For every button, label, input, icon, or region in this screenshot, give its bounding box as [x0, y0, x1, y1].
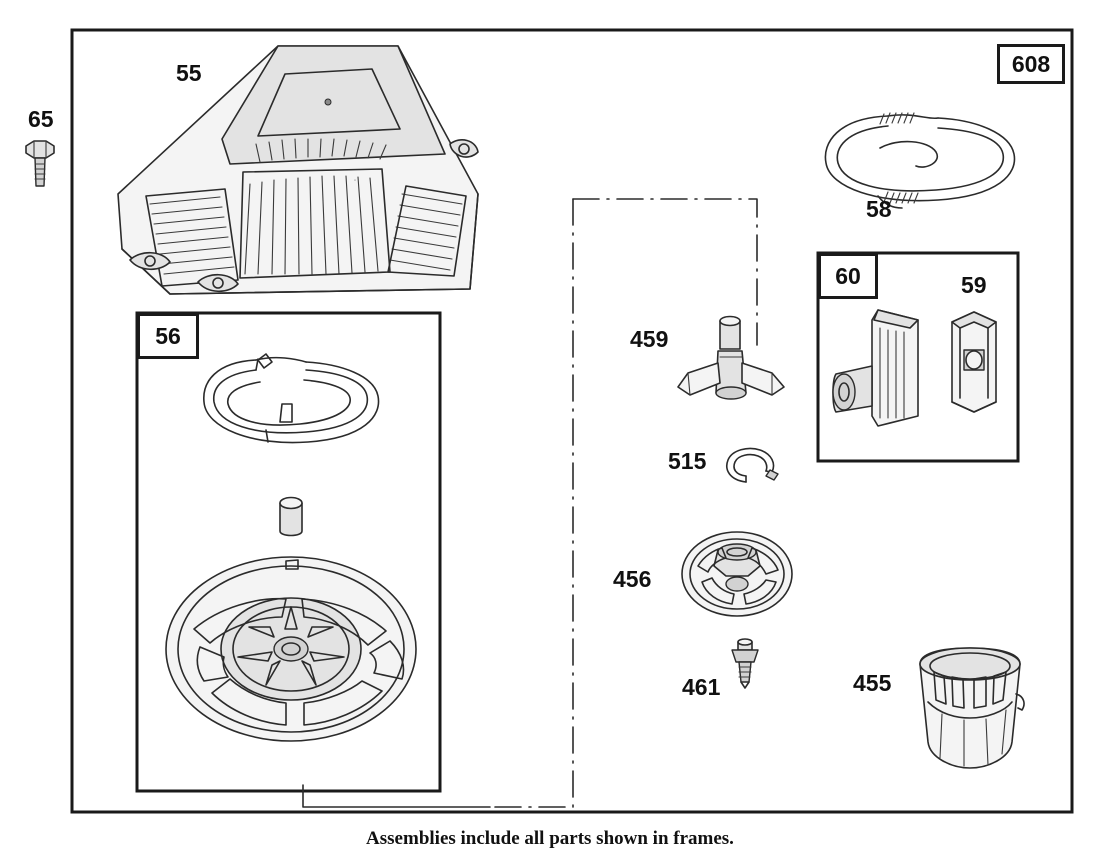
diagram-caption: Assemblies include all parts shown in frames. — [366, 828, 734, 849]
part-461-screw — [732, 639, 758, 688]
part-456-retainer-plate — [682, 532, 792, 616]
label-part-65: 65 — [28, 106, 54, 132]
label-part-455: 455 — [853, 670, 892, 696]
label-part-459: 459 — [630, 326, 669, 352]
label-part-59: 59 — [961, 272, 987, 298]
part-65-screw — [26, 141, 54, 186]
part-58-rope — [825, 113, 1014, 208]
frame-label-60: 60 — [818, 253, 878, 299]
frame-label-608: 608 — [997, 44, 1065, 84]
part-56-rewind-spring — [204, 358, 379, 443]
part-56-spring-tab — [258, 354, 272, 368]
frame-label-56: 56 — [137, 313, 199, 359]
part-60-starter-handle — [833, 310, 918, 426]
leader-solid-bottom — [303, 785, 490, 807]
part-59-rope-insert — [952, 312, 996, 412]
part-56-bushing — [280, 498, 302, 536]
part-56-rewind-pulley — [166, 557, 416, 741]
label-part-461: 461 — [682, 674, 721, 700]
part-459-pawl — [678, 317, 784, 400]
part-455-clutch-housing — [920, 648, 1024, 768]
label-part-55: 55 — [176, 60, 202, 86]
leader-dashdot-left — [490, 199, 573, 807]
label-part-515: 515 — [668, 448, 707, 474]
part-515-retaining-ring — [727, 448, 778, 482]
part-55-blower-housing — [118, 46, 478, 294]
label-part-456: 456 — [613, 566, 652, 592]
label-part-58: 58 — [866, 196, 892, 222]
